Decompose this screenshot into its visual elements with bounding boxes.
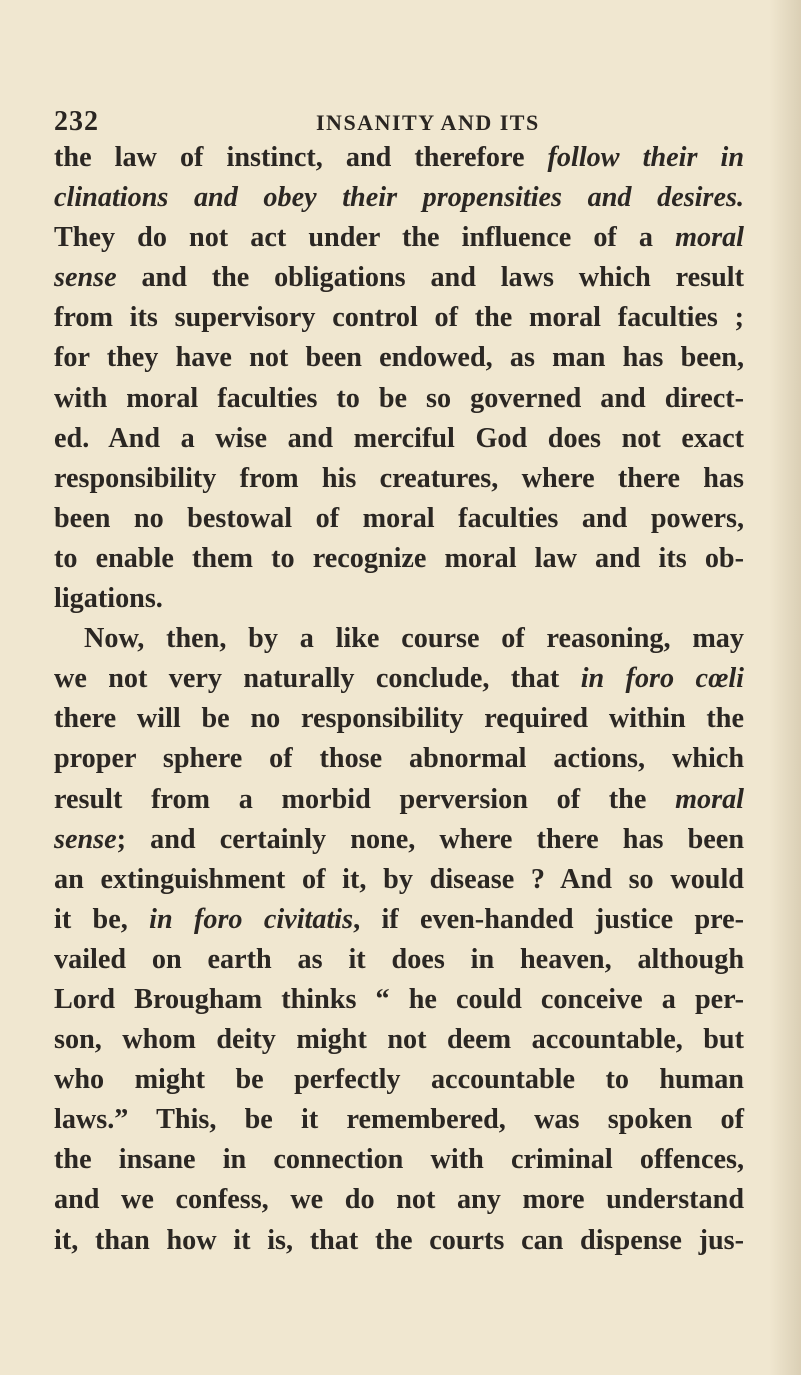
text-line — [54, 659, 744, 699]
text-line — [54, 900, 744, 940]
text-span: , if even-handed justice pre- — [353, 903, 745, 935]
text-span: responsibility from his creatures, where there has — [54, 462, 744, 494]
italic-text: in foro civitatis — [149, 903, 354, 935]
text-line — [54, 459, 744, 499]
italic-text: sense — [54, 823, 117, 855]
text-span: an extinguishment of it, by disease ? And so would — [54, 863, 744, 895]
text-span: Now, then, by a like course of reasoning, may — [84, 623, 744, 655]
text-line — [54, 780, 744, 820]
text-span: from its supervisory control of the moral faculties ; — [54, 302, 744, 334]
text-line — [54, 940, 744, 980]
text-span: been no bestowal of moral faculties and powers, — [54, 502, 744, 534]
text-span: and the obligations and laws which result — [116, 262, 744, 294]
text-line — [54, 218, 744, 258]
text-line — [54, 619, 744, 659]
text-line — [54, 1140, 744, 1180]
text-span: They do not act under the influence of a — [54, 222, 676, 254]
text-span: the insane in connection with criminal offences, — [54, 1144, 744, 1176]
text-line — [54, 1060, 744, 1100]
italic-text: clinations and obey their propensities and desires. — [54, 182, 744, 214]
text-span: Lord Brougham thinks “ he could conceive a per- — [54, 983, 744, 1015]
text-span: to enable them to recognize moral law and its ob- — [54, 542, 744, 574]
text-line — [54, 298, 744, 338]
text-span: we not very naturally conclude, that — [54, 663, 581, 695]
text-line — [54, 338, 744, 378]
text-line — [54, 178, 744, 218]
body-text — [54, 138, 744, 1261]
text-span: proper sphere of those abnormal actions, which — [54, 743, 744, 775]
text-span: ligations. — [54, 583, 163, 615]
text-span: the law of instinct, and therefore — [54, 142, 548, 173]
text-span: and we confess, we do not any more understand — [54, 1184, 744, 1216]
text-span: ; and certainly none, where there has been — [116, 823, 744, 855]
text-span: there will be no responsibility required within the — [54, 703, 744, 735]
text-line — [54, 1221, 744, 1261]
text-span: result from a morbid perversion of the — [54, 783, 676, 815]
running-head: INSANITY AND ITS — [316, 110, 540, 135]
italic-text: sense — [54, 262, 117, 294]
text-span: laws.” This, be it remembered, was spoken of — [54, 1104, 744, 1136]
text-span: with moral faculties to be so governed and direct- — [54, 382, 744, 414]
text-line — [54, 1020, 744, 1060]
italic-text: moral — [675, 783, 744, 815]
text-line — [54, 820, 744, 860]
text-line — [54, 539, 744, 579]
text-span: vailed on earth as it does in heaven, although — [54, 943, 744, 975]
text-line — [54, 499, 744, 539]
text-span: it be, — [54, 903, 150, 935]
text-line — [54, 739, 744, 779]
text-span: it, than how it is, that the courts can dispense jus- — [54, 1224, 744, 1256]
text-span: who might be perfectly accountable to human — [54, 1064, 744, 1096]
text-span: ed. And a wise and merciful God does not exact — [54, 422, 744, 454]
text-line — [54, 419, 744, 459]
text-line — [54, 1180, 744, 1220]
text-span: son, whom deity might not deem accountable, but — [54, 1024, 744, 1056]
page-header — [54, 106, 744, 140]
text-span: for they have not been endowed, as man has been, — [54, 342, 744, 374]
italic-text: follow their in — [547, 142, 744, 173]
text-line — [54, 699, 744, 739]
italic-text: in foro cœli — [580, 663, 744, 695]
text-line — [54, 1100, 744, 1140]
text-line — [54, 980, 744, 1020]
page-number: 232 — [54, 106, 99, 137]
text-line — [54, 258, 744, 298]
text-line — [54, 579, 744, 619]
italic-text: moral — [675, 222, 744, 254]
text-line — [54, 138, 744, 178]
text-line — [54, 379, 744, 419]
text-line — [54, 860, 744, 900]
